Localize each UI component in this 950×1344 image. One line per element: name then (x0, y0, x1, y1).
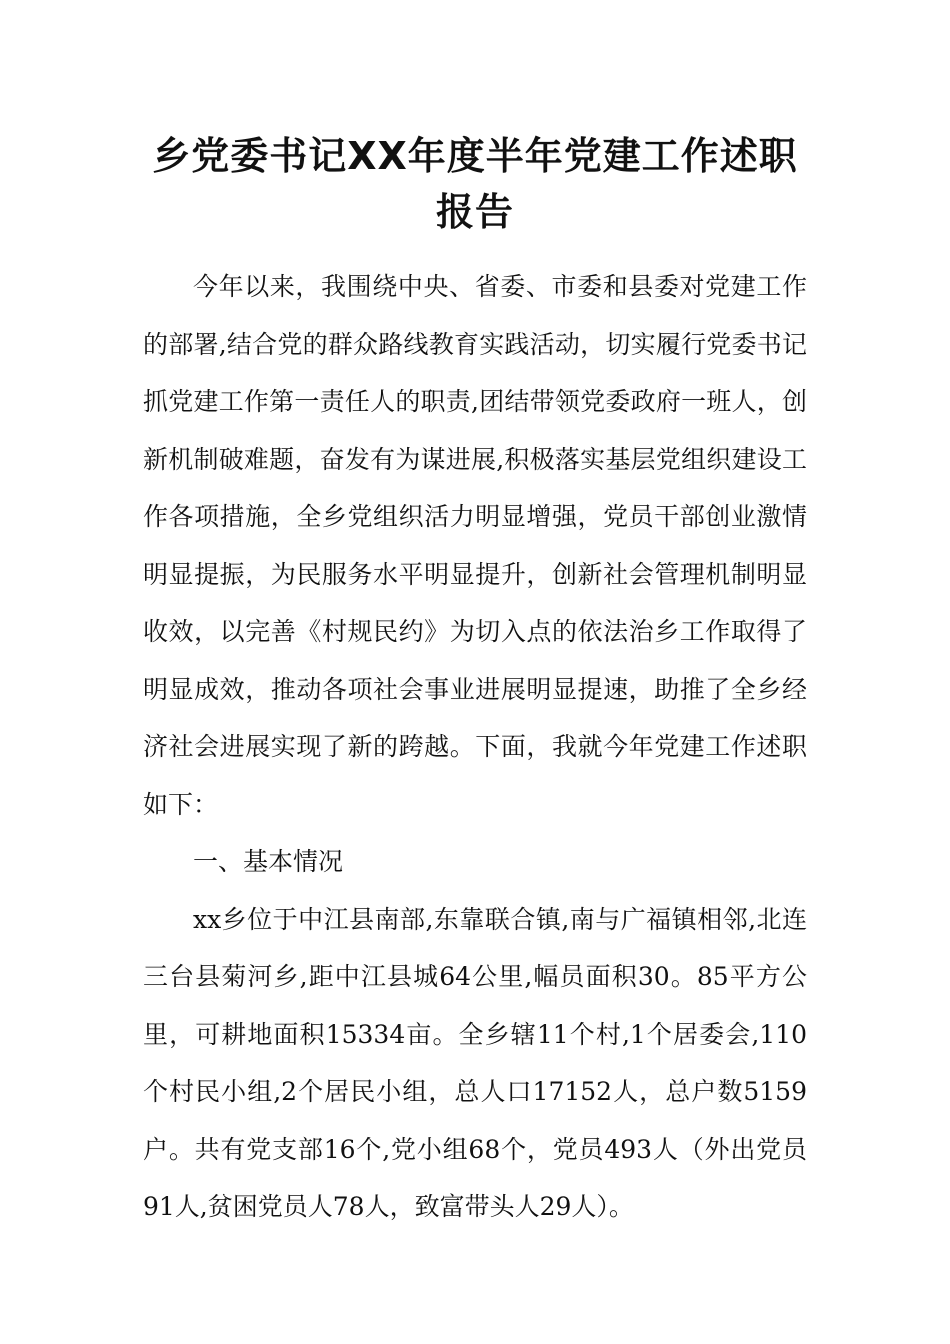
section-heading-basic-situation: 一、基本情况 (193, 847, 344, 876)
intro-paragraph: 今年以来，我围绕中央、省委、市委和县委对党建工作的部署,结合党的群众路线教育实践活动，切实履行党委书记抓党建工作第一责任人的职责,团结带领党委政府一班人，创新机制破难题，奋发有为谋进展,积极落实基层党组织建设工作各项措施，全乡党组织活力明显增强，党员干部创业激情明显提振，为民服务水平明显提升，创新社会管理机制明显收效，以完善《村规民约》为切入点的依法治乡工作取得了明显成效，推动各项社会事业进展明显提速，助推了全乡经济社会进展实现了新的跨越。下面，我就今年党建工作述职如下： (143, 272, 807, 819)
basic-situation-paragraph: xx乡位于中江县南部,东靠联合镇,南与广福镇相邻,北连三台县菊河乡,距中江县城64公里,幅员面积30。85平方公里，可耕地面积15334亩。全乡辖11个村,1个居委会,110个村民小组,2个居民小组，总人口17152人，总户数5159户。共有党支部16个,党小组68个，党员493人（外出党员91人,贫困党员人78人，致富带头人29人）。 (143, 904, 807, 1221)
document-title: 乡党委书记XX年度半年党建工作述职报告 (152, 134, 798, 234)
document-body (143, 258, 807, 1236)
